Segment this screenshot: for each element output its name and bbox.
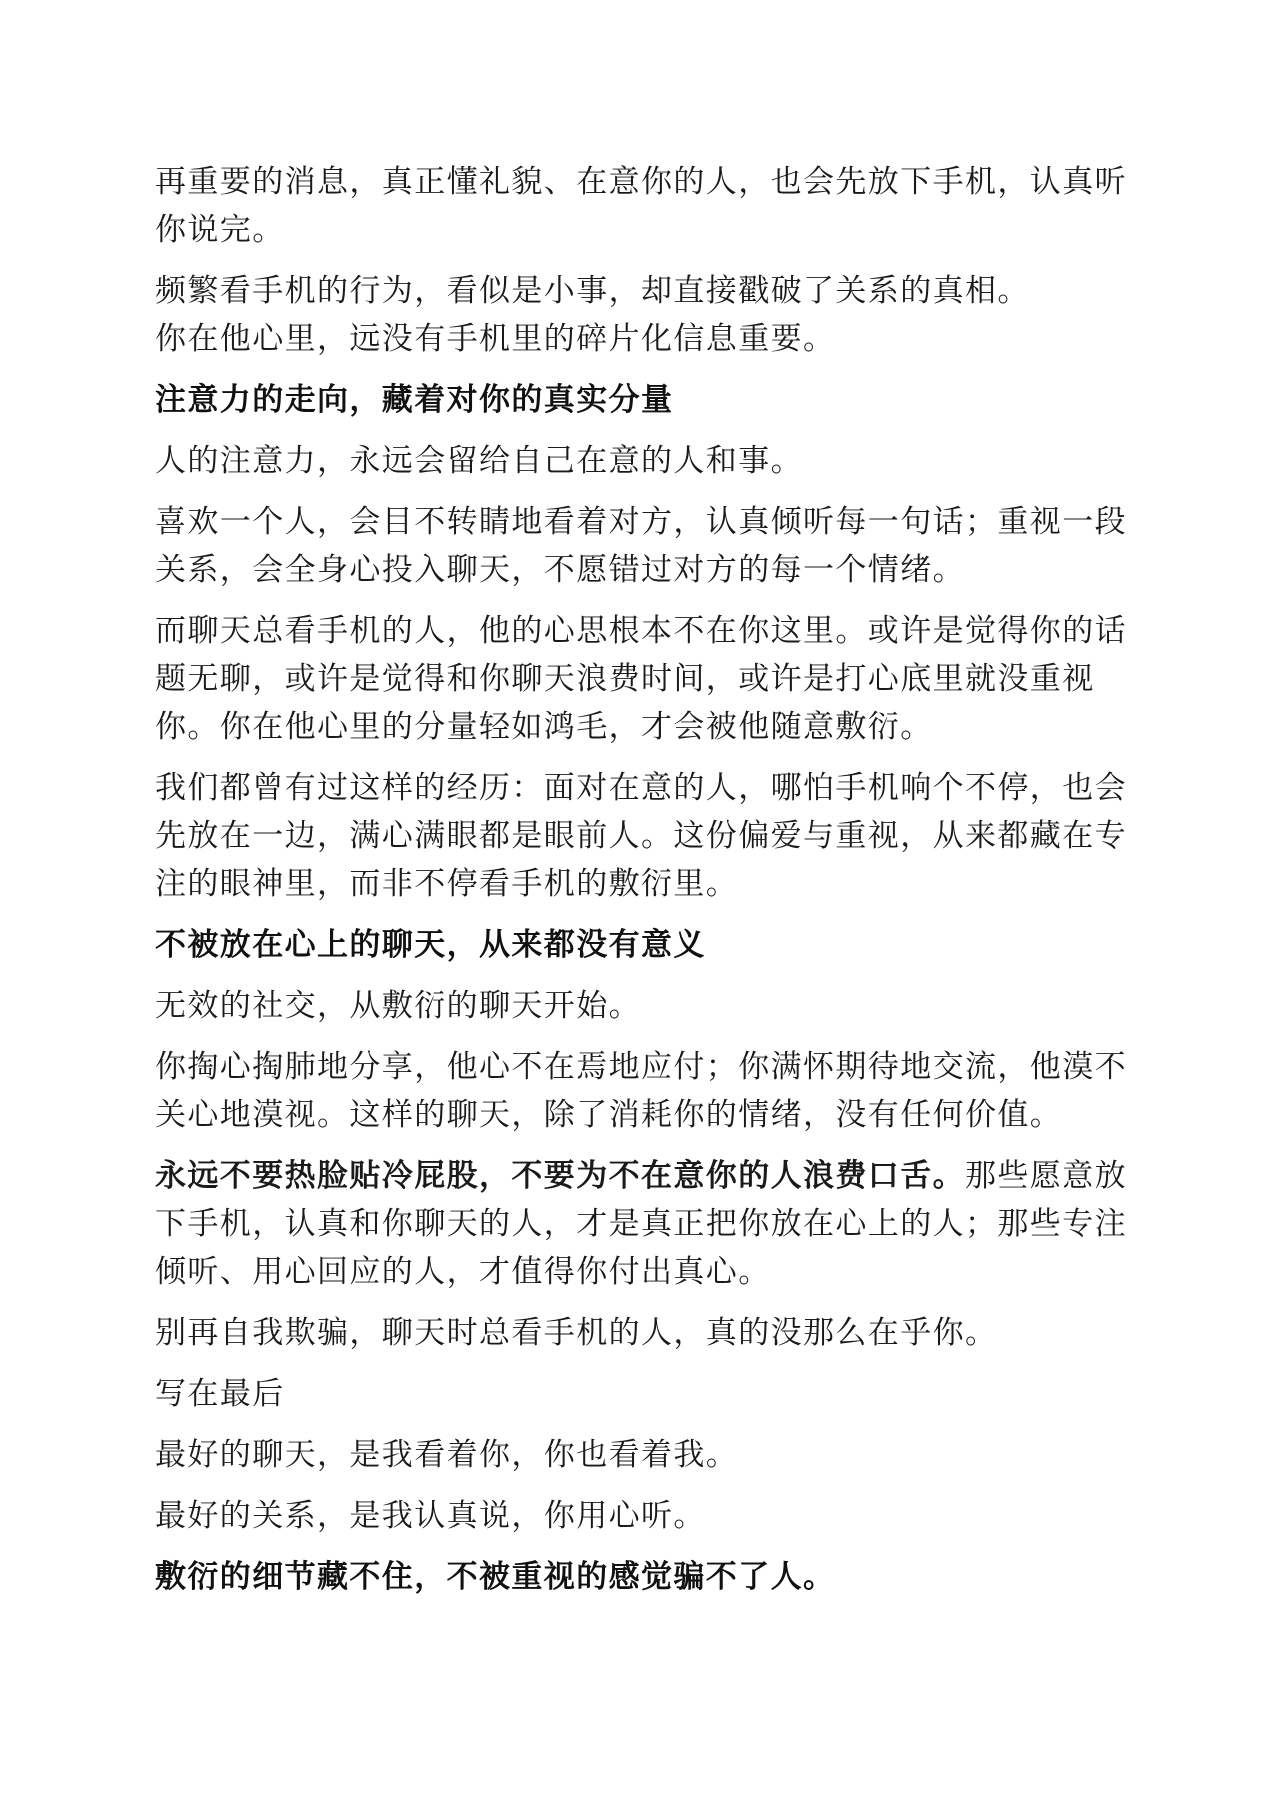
paragraph-4: 喜欢一个人，会目不转睛地看着对方，认真倾听每一句话；重视一段关系，会全身心投入聊天，不愿错过对方的每一个情绪。: [155, 504, 1127, 588]
paragraph-2-line-1: 频繁看手机的行为，看似是小事，却直接戳破了关系的真相。: [155, 273, 1030, 309]
paragraph-5: 而聊天总看手机的人，他的心思根本不在你这里。或许是觉得你的话题无聊，或许是觉得和你聊天浪费时间，或许是打心底里就没重视你。你在他心里的分量轻如鸿毛，才会被他随意敷衍。: [155, 613, 1127, 745]
paragraph-8: 你掏心掏肺地分享，他心不在焉地应付；你满怀期待地交流，他漠不关心地漠视。这样的聊天，除了消耗你的情绪，没有任何价值。: [155, 1049, 1127, 1133]
section-heading-attention: 注意力的走向，藏着对你的真实分量: [155, 382, 674, 418]
paragraph-9: [155, 1152, 1130, 1296]
closing-emphasis: 敷衍的细节藏不住，不被重视的感觉骗不了人。: [155, 1559, 836, 1595]
section-heading-meaningless-chat: 不被放在心上的聊天，从来都没有意义: [155, 927, 706, 963]
paragraph-10: 别再自我欺骗，聊天时总看手机的人，真的没那么在乎你。: [155, 1315, 998, 1351]
paragraph-12: 最好的聊天，是我看着你，你也看着我。: [155, 1437, 739, 1473]
paragraph-2: [155, 267, 1130, 363]
article-body: [155, 158, 1130, 1614]
paragraph-11-closing-label: 写在最后: [155, 1376, 285, 1412]
paragraph-1: 再重要的消息，真正懂礼貌、在意你的人，也会先放下手机，认真听你说完。: [155, 164, 1127, 248]
paragraph-2-line-2: 你在他心里，远没有手机里的碎片化信息重要。: [155, 321, 836, 357]
paragraph-9-rest: 那些愿意放下手机，认真和你聊天的人，才是真正把你放在心上的人；那些专注倾听、用心回应的人，才值得你付出真心。: [155, 1158, 1127, 1290]
paragraph-9-emphasis: 永远不要热脸贴冷屁股，不要为不在意你的人浪费口舌。: [155, 1158, 965, 1194]
paragraph-7: 无效的社交，从敷衍的聊天开始。: [155, 988, 641, 1024]
paragraph-3: 人的注意力，永远会留给自己在意的人和事。: [155, 443, 803, 479]
paragraph-13: 最好的关系，是我认真说，你用心听。: [155, 1498, 706, 1534]
paragraph-6: 我们都曾有过这样的经历：面对在意的人，哪怕手机响个不停，也会先放在一边，满心满眼都是眼前人。这份偏爱与重视，从来都藏在专注的眼神里，而非不停看手机的敷衍里。: [155, 770, 1127, 902]
